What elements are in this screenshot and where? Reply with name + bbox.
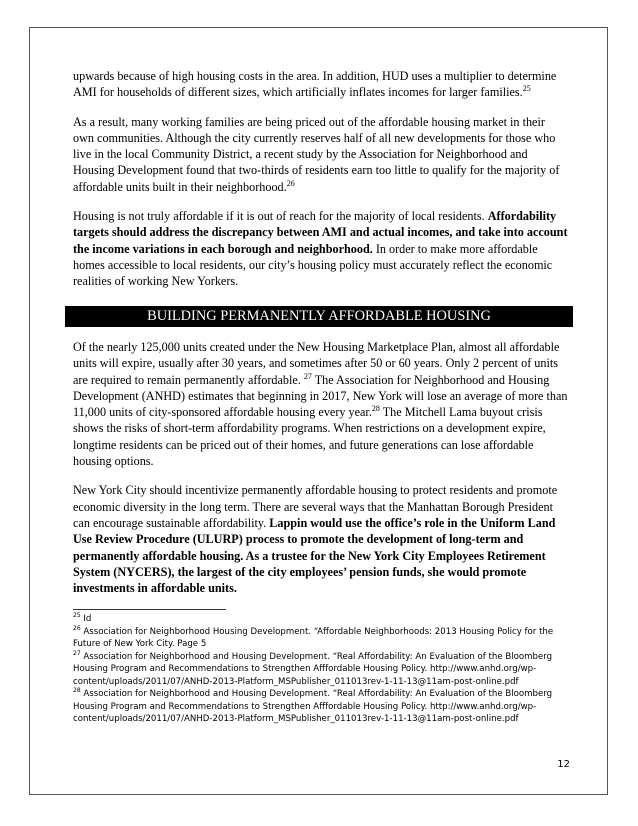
footnote-ref: 26	[286, 178, 295, 188]
paragraph-text: In order to make more affordable homes accessible to local residents, our city’s housing policy must accurately reflect the economic realities of working New Yorkers.	[73, 241, 553, 289]
footnote	[73, 688, 573, 726]
paragraph-text: upwards because of high housing costs in the area. In addition, HUD uses a multiplier to determine AMI for households of different sizes, which artificially inflates incomes for larger families.	[73, 69, 557, 100]
footnote-ref: 25	[522, 84, 531, 94]
paragraph-text: Housing is not truly affordable if it is out of reach for the majority of local residents.	[73, 209, 488, 224]
footnote-number: 27	[73, 649, 81, 657]
paragraph-ami-multiplier	[73, 68, 568, 101]
paragraph-text: The Association for Neighborhood and Housing Development (ANHD) estimates that beginning in 2017, New York will lose an average of more than 11,000 units of city-sponsored affordable housing every year.	[73, 372, 568, 420]
paragraph-permanent-affordability	[73, 482, 568, 596]
footnote-text: Association for Neighborhood and Housing Development. “Real Affordability: An Evaluation of the Bloomberg Housing Program and Recommendations to Strengthen Afffordable Housing Policy. http://www.anhd.org/wp-content/uploads/2011/07/ANHD-2013-Platform_MSPublisher_011013rev-1-11-13@11am-post-online.pdf	[73, 651, 553, 687]
footnotes	[73, 613, 573, 726]
paragraph-text: The Mitchell Lama buyout crisis shows the risks of short-term affordability programs. When restrictions on a development expire, longtime residents can be priced out of their homes, and future generations can lose affordable housing options.	[73, 405, 546, 469]
footnote	[73, 626, 573, 651]
paragraph-text: Of the nearly 125,000 units created under the New Housing Marketplace Plan, almost all affordable units will expire, usually after 30 years, and sometimes after 50 or 60 years. Only 2 percent of units are required to remain permanently affordable.	[73, 340, 560, 387]
footnote-number: 26	[73, 624, 81, 632]
footnote	[73, 651, 573, 689]
footnote-text: Association for Neighborhood and Housing Development. “Real Affordability: An Evaluation of the Bloomberg Housing Program and Recommendations to Strengthen Afffordable Housing Policy. http://www.anhd.org/wp-content/uploads/2011/07/ANHD-2013-Platform_MSPublisher_011013rev-1-11-13@11am-post-online.pdf	[73, 689, 553, 724]
footnote-separator	[73, 609, 226, 610]
footnote	[73, 613, 573, 626]
page-number: 12	[557, 759, 570, 770]
footnote-text: Id	[80, 614, 92, 624]
section-heading: BUILDING PERMANENTLY AFFORDABLE HOUSING	[65, 306, 573, 327]
footnote-ref: 27	[303, 371, 312, 381]
paragraph-expiring-units	[73, 339, 568, 469]
footnote-text: Association for Neighborhood Housing Development. “Affordable Neighborhoods: 2013 Housing Policy for the Future of New York City. Page 5	[73, 626, 554, 649]
bold-recommendation: Affordability targets should address the discrepancy between AMI and actual incomes, and take into account the income variations in each borough and neighborhood.	[73, 209, 568, 256]
footnote-ref: 28	[371, 404, 380, 414]
footnote-number: 25	[73, 612, 81, 620]
footnote-number: 28	[73, 687, 81, 695]
paragraph-text: New York City should incentivize permanently affordable housing to protect residents and promote economic diversity in the long term. There are several ways that the Manhattan Borough President can encourage sustainable affordability.	[73, 483, 558, 530]
paragraph-text: As a result, many working families are being priced out of the affordable housing market in their own communities. Although the city currently reserves half of all new developments for those who live in the local Community District, a recent study by the Association for Neighborhood and Housing Development found that two-thirds of residents earn too little to qualify for the majority of affordable units built in their neighborhood.	[73, 114, 560, 194]
paragraph-affordability-targets	[73, 208, 568, 289]
bold-recommendation: Lappin would use the office’s role in the Uniform Land Use Review Procedure (ULURP) process to promote the development of long-term and permanently affordable housing. As a trustee for the New York City Employees Retirement System (NYCERS), the largest of the city employees’ pension funds, she would promote investments in affordable units.	[73, 515, 556, 596]
paragraph-priced-out	[73, 114, 568, 195]
body-text-top	[73, 68, 568, 303]
body-text-section	[73, 339, 568, 609]
